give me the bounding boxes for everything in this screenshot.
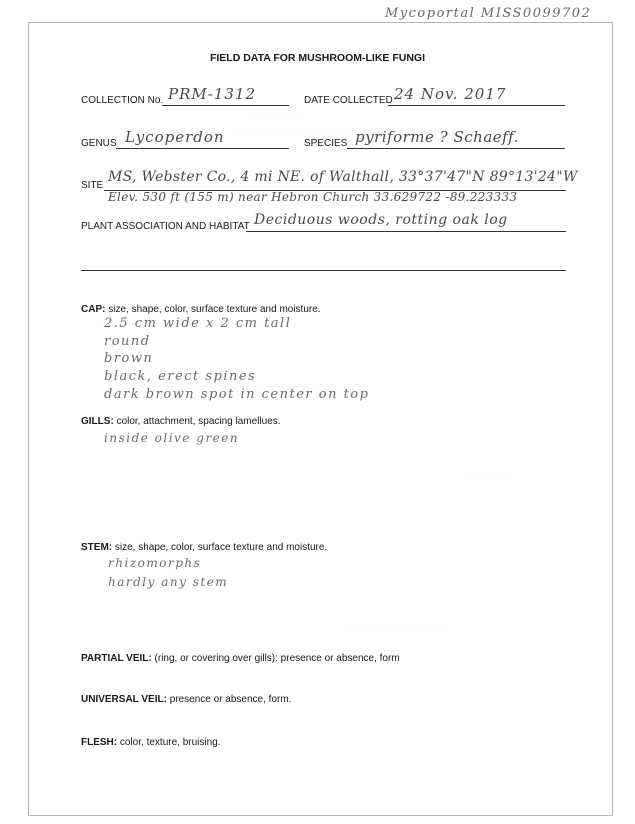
cap-line: black, erect spines bbox=[104, 369, 257, 384]
date-collected-label: DATE COLLECTED bbox=[304, 95, 393, 106]
gills-label: GILLS: color, attachment, spacing lamellues. bbox=[81, 416, 281, 427]
gills-line: inside olive green bbox=[104, 431, 240, 445]
plant-association-value: Deciduous woods, rotting oak log bbox=[254, 212, 508, 228]
plant-association-label: PLANT ASSOCIATION AND HABITAT bbox=[81, 221, 250, 232]
species-value: pyriforme ? Schaeff. bbox=[355, 128, 519, 146]
bleed-through: · · · · · · · · · · · · · · · · · · · · · bbox=[348, 625, 444, 631]
cap-line: brown bbox=[104, 351, 154, 366]
date-collected-line bbox=[388, 105, 565, 106]
cap-label: CAP: size, shape, color, surface texture and moisture. bbox=[81, 304, 321, 315]
bleed-through: · · · · · · · · · · · · · · · · · · · · · · · · · · · bbox=[235, 128, 359, 134]
mycoportal-annotation: Mycoportal MISS0099702 bbox=[385, 6, 592, 21]
species-line bbox=[347, 148, 565, 149]
stem-line: rhizomorphs bbox=[108, 556, 202, 570]
site-value-line2: Elev. 530 ft (155 m) near Hebron Church 33.629722 -89.223333 bbox=[108, 190, 518, 204]
collection-no-label: COLLECTION No. bbox=[81, 95, 164, 106]
collection-no-line bbox=[162, 105, 289, 106]
bleed-through: · · · · · · · · · · · bbox=[255, 112, 305, 118]
stem-label: STEM: size, shape, color, surface texture and moisture. bbox=[81, 542, 328, 553]
collection-no-value: PRM-1312 bbox=[168, 85, 256, 103]
genus-value: Lycoperdon bbox=[125, 128, 225, 146]
cap-line: round bbox=[104, 334, 151, 349]
genus-label: GENUS bbox=[81, 138, 117, 149]
plant-association-line bbox=[246, 231, 566, 232]
cap-line: 2.5 cm wide x 2 cm tall bbox=[104, 316, 292, 331]
site-value-line1: MS, Webster Co., 4 mi NE. of Walthall, 33°37'47"N 89°13'24"W bbox=[108, 169, 578, 185]
bleed-through: · · · · · · · · · bbox=[470, 470, 510, 476]
genus-line bbox=[116, 148, 289, 149]
stem-line: hardly any stem bbox=[108, 575, 229, 589]
universal-veil-label: UNIVERSAL VEIL: presence or absence, form. bbox=[81, 694, 292, 705]
site-label: SITE bbox=[81, 180, 104, 191]
form-title: FIELD DATA FOR MUSHROOM-LIKE FUNGI bbox=[209, 52, 426, 64]
plant-association-line-2 bbox=[81, 270, 566, 271]
species-label: SPECIES bbox=[304, 138, 348, 149]
cap-line: dark brown spot in center on top bbox=[104, 387, 370, 402]
partial-veil-label: PARTIAL VEIL: (ring, or covering over gills): presence or absence, form bbox=[81, 653, 400, 664]
date-collected-value: 24 Nov. 2017 bbox=[394, 85, 507, 103]
flesh-label: FLESH: color, texture, bruising. bbox=[81, 737, 221, 748]
